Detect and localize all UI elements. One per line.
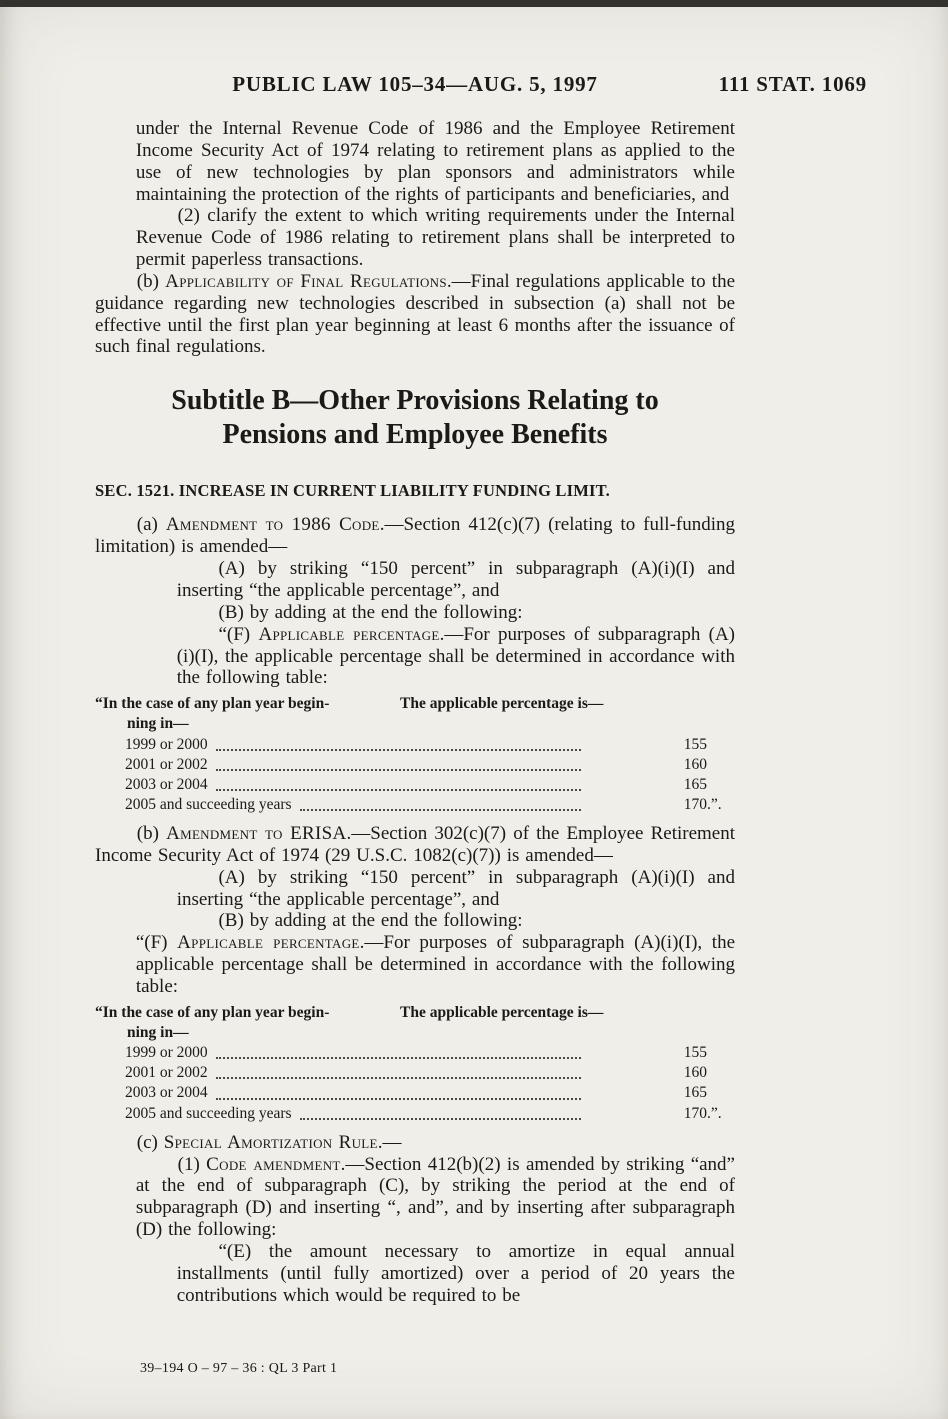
paragraph-text: .—Final regulations applicable to the guidance regarding new technologies described in subsection (a) shall not be effective until the first plan year beginning at least 6 months after the issuance of such final regulations. (95, 270, 736, 358)
table-header-left-line2: ning in— (127, 1023, 189, 1041)
paragraph-text: .—For purposes of subparagraph (A)(i)(I), the applicable percentage shall be determined in accordance with the following table: (176, 623, 735, 689)
subsection-a-paragraph (95, 514, 735, 558)
row-value (587, 735, 707, 755)
applicable-percentage-table-erisa (95, 1003, 735, 1124)
dot-leader (216, 749, 581, 751)
subparagraph-e-paragraph: “(E) the amount necessary to amortize in equal annual installments (until fully amortized) over a period of 20 years the contributions which would be required to be (176, 1240, 735, 1306)
table-row (95, 735, 707, 755)
paragraph-text: .—Section 302(c)(7) of the Employee Retirement Income Security Act of 1974 (29 U.S.C. 1082(c)(7)) is amended— (95, 823, 735, 866)
row-value-number: 170 (683, 795, 707, 813)
row-label: 1999 or 2000 (125, 1044, 208, 1062)
dot-leader (300, 809, 581, 811)
subtitle-heading (95, 384, 735, 451)
dot-leader (216, 789, 581, 791)
row-value-number: 165 (683, 1084, 707, 1102)
small-caps-term: Applicable percentage (258, 623, 440, 645)
clause-a-paragraph: (A) by striking “150 percent” in subparagraph (A)(i)(I) and inserting “the applicable percentage”, and (176, 558, 735, 601)
dot-leader (216, 769, 581, 771)
dot-leader (216, 1098, 581, 1100)
small-caps-term: Amendment to 1986 Code (165, 514, 380, 536)
table-header-left-line1: “In the case of any plan year begin- (95, 695, 330, 713)
row-value-suffix: .”. (707, 1104, 722, 1122)
dot-leader (216, 1057, 581, 1059)
stat-citation: 111 STAT. 1069 (718, 72, 867, 96)
row-value-number: 155 (683, 735, 707, 753)
small-caps-term: Applicable percentage (177, 932, 360, 954)
paragraph-label: (1) (177, 1153, 207, 1175)
table-header-right: The applicable percentage is— (400, 695, 604, 713)
row-value-number: 160 (683, 755, 707, 773)
row-label: 2001 or 2002 (125, 1064, 208, 1082)
row-value (587, 1063, 707, 1083)
table-header-left-line2: ning in— (127, 715, 189, 733)
small-caps-term: Special Amortization Rule (163, 1131, 378, 1153)
subsection-c-paragraph (95, 1132, 735, 1154)
table-row (95, 1063, 707, 1083)
subparagraph-label: “(F) (135, 932, 178, 954)
row-label: 2003 or 2004 (125, 775, 208, 793)
row-value-number: 165 (683, 775, 707, 793)
subsection-label: (b) (136, 823, 167, 845)
table-row (95, 755, 707, 775)
row-value (587, 795, 722, 815)
page-body (95, 118, 735, 1306)
paragraph-text: .—Section 412(b)(2) is amended by striking “and” at the end of subparagraph (C), by striking the period at the end of subparagraph (D) and inserting “, and”, and by inserting after subparagraph (D) the following: (135, 1153, 735, 1241)
row-value-number: 160 (683, 1064, 707, 1082)
table-header (95, 694, 735, 734)
applicable-percentage-table-code (95, 694, 735, 815)
scan-edge-strip (0, 0, 948, 7)
row-label: 2005 and succeeding years (125, 1104, 292, 1122)
row-value-number: 170 (683, 1104, 707, 1122)
row-label: 2005 and succeeding years (125, 795, 292, 813)
row-value (587, 1043, 707, 1063)
clause-a-paragraph: (A) by striking “150 percent” in subparagraph (A)(i)(I) and inserting “the applicable percentage”, and (176, 866, 735, 910)
intro-continuation-paragraph: under the Internal Revenue Code of 1986 and the Employee Retirement Income Security Act of 1974 relating to retirement plans as applied to the use of new technologies by plan sponsors and administrators while maintaining the protection of the rights of participants and beneficiaries, and (135, 118, 735, 205)
paragraph-text: .— (377, 1131, 402, 1153)
table-row (95, 1043, 707, 1063)
row-value (587, 1083, 707, 1103)
row-label: 2003 or 2004 (125, 1084, 208, 1102)
law-title: PUBLIC LAW 105–34—AUG. 5, 1997 (232, 72, 598, 96)
subsection-b-erisa-paragraph (95, 823, 735, 867)
table-row (95, 1083, 707, 1103)
row-value (587, 1104, 722, 1124)
row-value (587, 755, 707, 775)
table-row (95, 775, 707, 795)
subtitle-line-1: Subtitle B—Other Provisions Relating to (171, 385, 659, 417)
subsection-b-applicability-paragraph (95, 271, 735, 358)
table-row (95, 1104, 722, 1124)
dot-leader (300, 1118, 581, 1120)
small-caps-term: Applicability of Final Regulations (165, 270, 447, 292)
printer-code: 39–194 O – 97 – 36 : QL 3 Part 1 (140, 1361, 338, 1376)
small-caps-term: Code amendment (206, 1153, 341, 1175)
section-heading: SEC. 1521. INCREASE IN CURRENT LIABILITY FUNDING LIMIT. (95, 481, 610, 501)
code-amendment-paragraph (136, 1154, 735, 1241)
row-value-suffix: .”. (707, 795, 722, 813)
subsection-label: (a) (136, 514, 166, 536)
clause-b-paragraph: (B) by adding at the end the following: (218, 601, 523, 623)
clause-2-paragraph: (2) clarify the extent to which writing requirements under the Internal Revenue Code of 1986 relating to retirement plans shall be interpreted to permit paperless transactions. (135, 205, 735, 271)
paragraph-text: .—For purposes of subparagraph (A)(i)(I), the applicable percentage shall be determined in accordance with the following table: (135, 932, 736, 997)
row-label: 1999 or 2000 (125, 735, 208, 753)
row-value (587, 775, 707, 795)
subtitle-line-2: Pensions and Employee Benefits (222, 418, 608, 450)
table-header (95, 1003, 735, 1043)
paragraph-text: .—Section 412(c)(7) (relating to full-funding limitation) is amended— (95, 514, 735, 558)
subparagraph-label: “(F) (218, 623, 259, 645)
subsection-label: (b) (136, 270, 166, 292)
row-label: 2001 or 2002 (125, 755, 208, 773)
running-head (95, 72, 867, 102)
clause-b-paragraph: (B) by adding at the end the following: (218, 910, 523, 932)
subparagraph-f-paragraph (177, 624, 735, 690)
table-row (95, 795, 722, 815)
subparagraph-f-paragraph (136, 932, 735, 998)
table-header-left-line1: “In the case of any plan year begin- (95, 1003, 330, 1021)
dot-leader (216, 1077, 581, 1079)
row-value-number: 155 (683, 1044, 707, 1062)
table-header-right: The applicable percentage is— (400, 1003, 604, 1021)
small-caps-term: Amendment to ERISA (166, 823, 347, 845)
subsection-label: (c) (136, 1131, 164, 1153)
